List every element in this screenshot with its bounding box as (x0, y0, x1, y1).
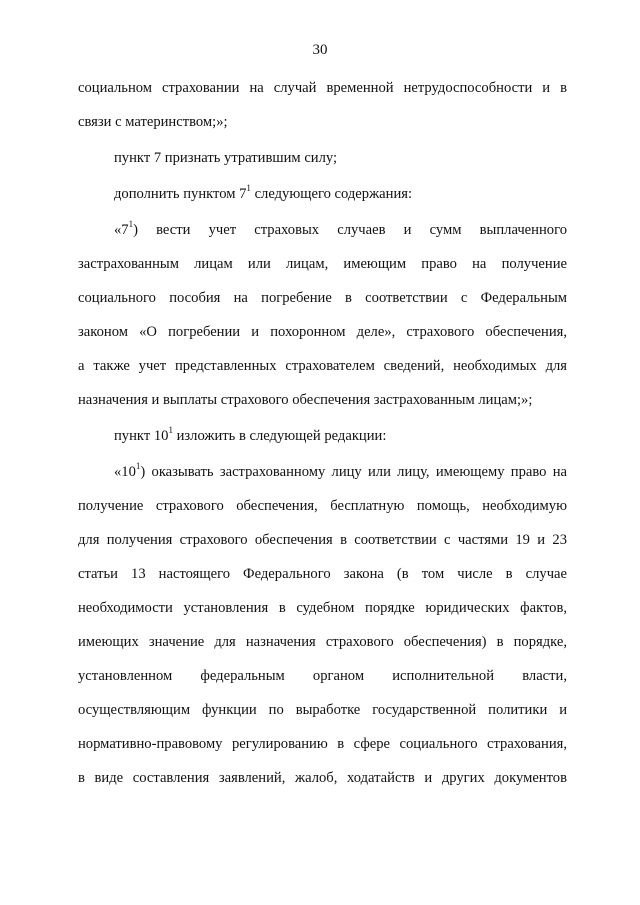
text-line-17: имеющих значение для назначения страхового обеспечения) в порядке, (78, 634, 567, 650)
text-line-12-part-a: «10 (114, 464, 136, 480)
text-line-4-part-b: следующего содержания: (250, 186, 413, 202)
text-line-16: необходимости установления в судебном порядке юридических фактов, (78, 600, 567, 616)
text-line-15: статьи 13 настоящего Федерального закона (в том числе в случае (78, 566, 567, 582)
superscript: 1 (168, 425, 173, 436)
text-line-4-part-a: дополнить пунктом 7 (114, 186, 247, 202)
text-line-11 (78, 424, 567, 460)
document-body (78, 76, 567, 800)
text-line-14: для получения страхового обеспечения в соответствии с частями 19 и 23 (78, 532, 567, 548)
text-line-13: получение страхового обеспечения, бесплатную помощь, необходимую (78, 498, 567, 514)
superscript: 1 (135, 461, 141, 472)
text-line-12 (78, 460, 567, 494)
text-line-5 (78, 218, 567, 252)
text-line-9: а также учет представленных страхователем сведений, необходимых для (78, 358, 567, 374)
text-line-18: установленном федеральным органом исполнительной власти, (78, 668, 567, 684)
text-line-20: нормативно-правовому регулированию в сфере социального страхования, (78, 736, 567, 752)
text-line-10: назначения и выплаты страхового обеспечения застрахованным лицам;»; (78, 392, 533, 408)
text-line-21: в виде составления заявлений, жалоб, ходатайств и других документов (78, 770, 567, 786)
text-line-5-part-b: ) вести учет страховых случаев и сумм выплаченного (133, 222, 567, 238)
text-line-3: пункт 7 признать утратившим силу; (114, 150, 338, 166)
text-line-12-part-b: ) оказывать застрахованному лицу или лицу, имеющему право на (140, 464, 567, 480)
text-line-1: социальном страховании на случай временной нетрудоспособности и в (78, 80, 567, 96)
superscript: 1 (128, 219, 134, 230)
text-line-19: осуществляющим функции по выработке государственной политики и (78, 702, 567, 718)
text-line-11-part-b: изложить в следующей редакции: (172, 428, 387, 444)
text-line-11-part-a: пункт 10 (114, 428, 169, 444)
text-line-4 (78, 182, 567, 218)
text-line-6: застрахованным лицам или лицам, имеющим право на получение (78, 256, 567, 272)
text-line-5-part-a: «7 (114, 222, 129, 238)
superscript: 1 (246, 183, 251, 194)
text-line-7: социального пособия на погребение в соответствии с Федеральным (78, 290, 567, 306)
text-line-2: связи с материнством;»; (78, 114, 228, 130)
text-line-8: законом «О погребении и похоронном деле», страхового обеспечения, (78, 324, 567, 340)
page-number: 30 (312, 42, 328, 58)
